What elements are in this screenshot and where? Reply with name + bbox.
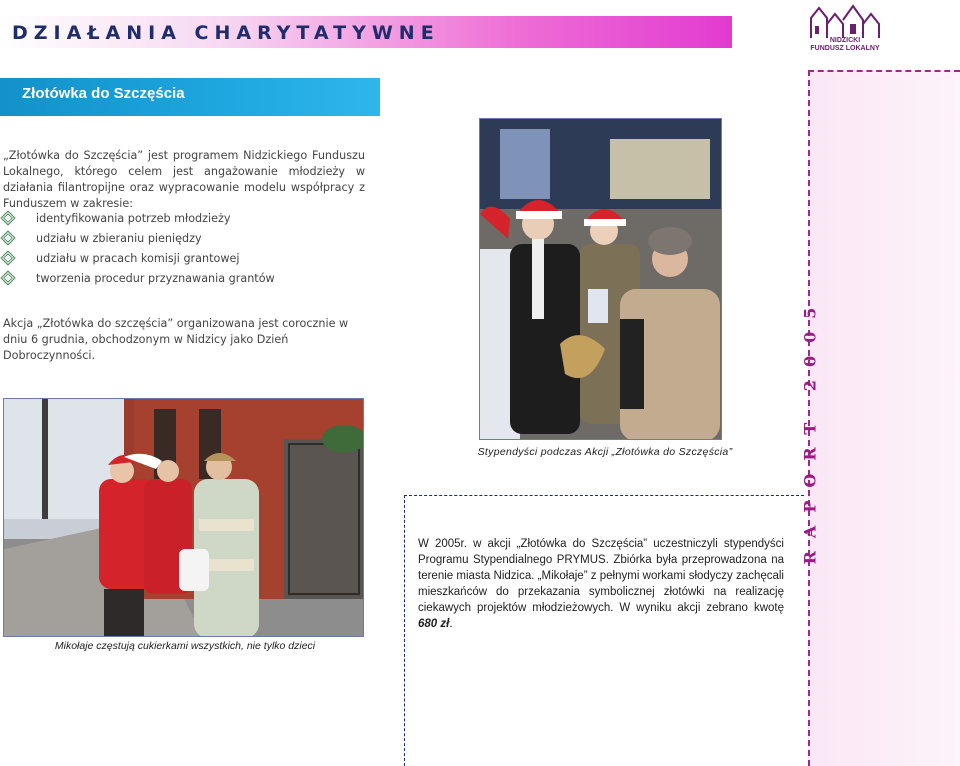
photo-students bbox=[479, 118, 722, 440]
report-label-wrapper bbox=[780, 294, 840, 580]
report-year-label: RAPORT 2005 bbox=[800, 294, 820, 565]
action-description bbox=[418, 536, 784, 632]
section-title: Złotówka do Szczęścia bbox=[22, 85, 185, 102]
logo-line2: FUNDUSZ LOKALNY bbox=[810, 45, 880, 52]
bullet-text: identyfikowania potrzeb młodzieży bbox=[36, 211, 231, 225]
bullet-text: udziału w zbieraniu pieniędzy bbox=[36, 231, 202, 245]
bullet-item bbox=[0, 208, 370, 228]
bullet-list bbox=[0, 208, 370, 288]
bullet-item bbox=[0, 248, 370, 268]
bullet-item bbox=[0, 228, 370, 248]
photo-santas-illustration bbox=[4, 399, 364, 637]
collected-amount: 680 zł bbox=[418, 618, 450, 630]
diamond-bullet-icon bbox=[0, 250, 16, 266]
diamond-bullet-icon bbox=[0, 230, 16, 246]
bullet-text: udziału w pracach komisji grantowej bbox=[36, 251, 240, 265]
diamond-bullet-icon bbox=[0, 270, 16, 286]
paragraph-date: Akcja „Złotówka do szczęścia” organizowana jest corocznie w dniu 6 grudnia, obchodzonym w Nidzicy jako Dzień Dobroczynności. bbox=[3, 317, 349, 362]
caption-left-photo: Mikołaje częstują cukierkami wszystkich, nie tylko dzieci bbox=[54, 640, 316, 652]
logo-line1: NIDZICKI bbox=[829, 37, 861, 44]
caption-right-photo: Stypendyści podczas Akcji „Złotówka do Szczęścia” bbox=[477, 446, 733, 458]
sidebar-border-top bbox=[808, 70, 960, 72]
logo-text bbox=[806, 37, 884, 53]
bullet-item bbox=[0, 268, 370, 288]
text-frame-left bbox=[404, 495, 405, 766]
photo-students-illustration bbox=[480, 119, 722, 440]
page-title: DZIAŁANIA CHARYTATYWNE bbox=[12, 22, 440, 44]
photo-santas-street bbox=[3, 398, 364, 637]
action-text-end: . bbox=[449, 618, 453, 630]
action-text: W 2005r. w akcji „Złotówka do Szczęścia” uczestniczyli stypendyści Programu Stypendialnego PRYMUS. Zbiórka była przeprowadzona na terenie miasta Nidzica. „Mikołaje” z pełnymi workami słodyczy zachęcali mieszkańców do przekazania symbolicznej złotówki na realizację ciekawych projektów młodzieżowych. W wyniku akcji zebrano kwotę bbox=[418, 538, 784, 614]
intro-paragraph: „Złotówka do Szczęścia” jest programem Nidzickiego Funduszu Lokalnego, którego celem jest angażowanie młodzieży w działania filantropijne oraz wypracowanie modelu współpracy z Funduszem w zakresie: bbox=[3, 149, 365, 210]
bullet-text: tworzenia procedur przyznawania grantów bbox=[36, 271, 275, 285]
diamond-bullet-icon bbox=[0, 210, 16, 226]
text-frame-top bbox=[404, 495, 804, 496]
